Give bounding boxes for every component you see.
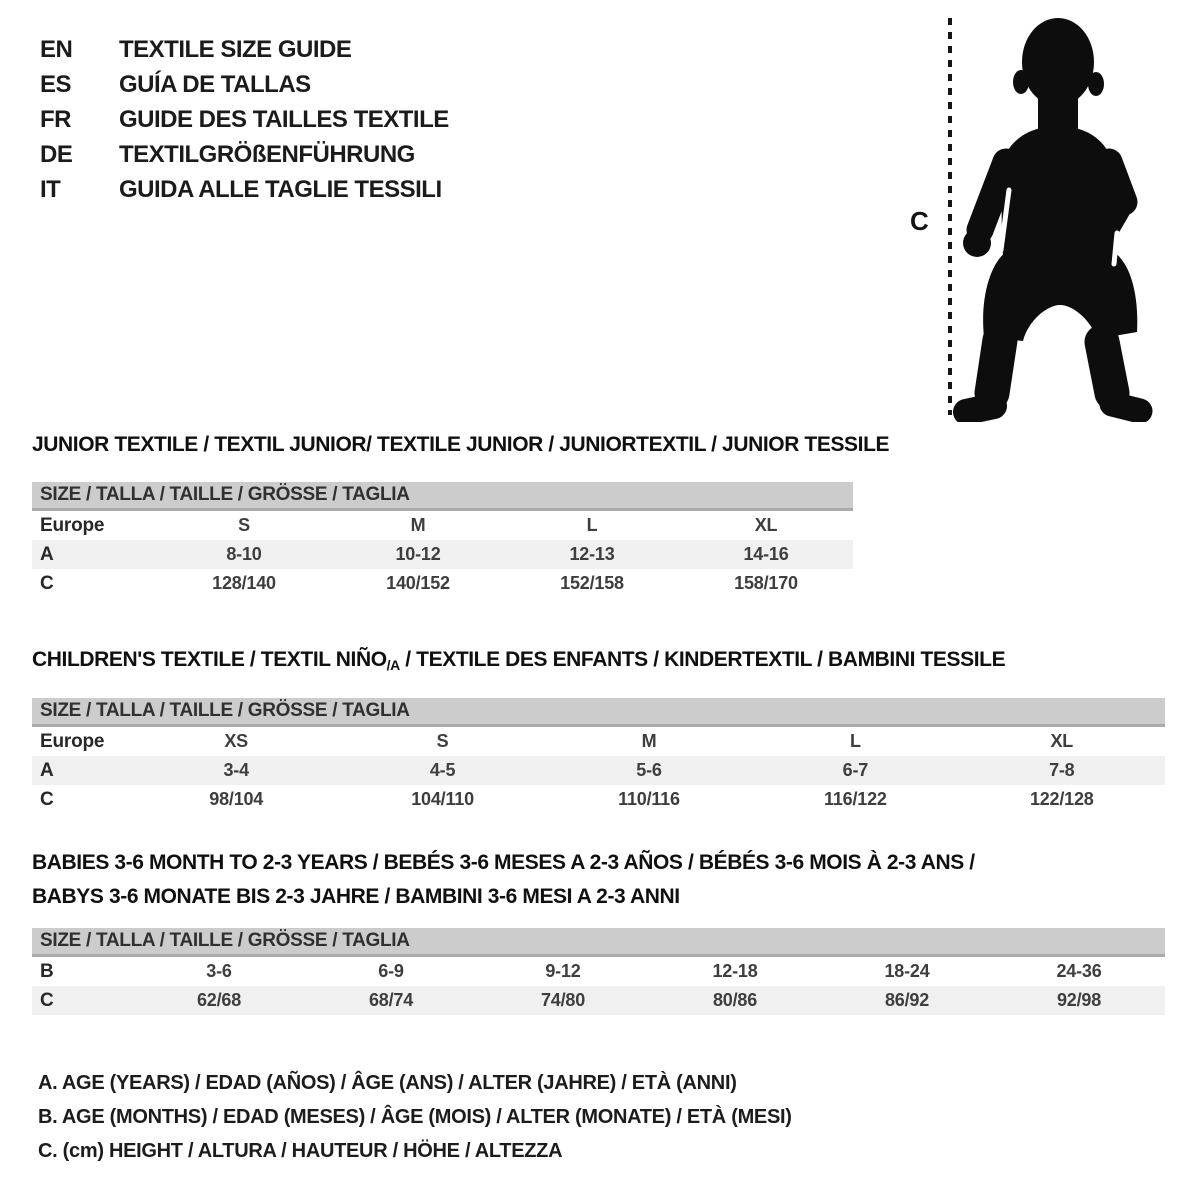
legend-line-b: B. AGE (MONTHS) / EDAD (MESES) / ÂGE (MOIS) / ALTER (MONATE) / ETÀ (MESI) [38, 1106, 792, 1128]
language-row-fr [40, 102, 449, 137]
row-label: C [40, 989, 54, 1011]
table-cell: 158/170 [734, 573, 798, 593]
children-size-header: SIZE / TALLA / TAILLE / GRÖSSE / TAGLIA [32, 698, 1165, 727]
children-title-pre: CHILDREN'S TEXTILE / TEXTIL NIÑO [32, 648, 387, 671]
children-size-table [32, 727, 1165, 814]
table-cell: 74/80 [540, 990, 586, 1010]
toddler-silhouette-icon [900, 10, 1162, 422]
table-cell: 122/128 [1029, 789, 1094, 809]
table-cell: 86/92 [884, 990, 930, 1010]
row-label: C [40, 788, 54, 810]
table-row [32, 785, 1165, 814]
legend-line-c: C. (cm) HEIGHT / ALTURA / HAUTEUR / HÖHE / ALTEZZA [38, 1140, 563, 1162]
table-row [32, 727, 1165, 756]
language-code: FR [40, 105, 71, 133]
table-cell: 92/98 [1056, 990, 1102, 1010]
table-cell: 140/152 [386, 573, 450, 593]
row-label: A [40, 759, 54, 781]
table-cell: 68/74 [368, 990, 414, 1010]
table-cell: 7-8 [1049, 760, 1075, 780]
table-cell: 104/110 [411, 789, 474, 809]
junior-size-header: SIZE / TALLA / TAILLE / GRÖSSE / TAGLIA [32, 482, 853, 511]
guide-title-fr: GUIDE DES TAILLES TEXTILE [119, 105, 449, 133]
toddler-silhouette-shape [963, 18, 1140, 412]
table-cell: 9-12 [545, 961, 581, 981]
table-cell: 12-13 [569, 544, 615, 564]
row-label: A [40, 543, 54, 565]
children-title-post: / TEXTILE DES ENFANTS / KINDERTEXTIL / BAMBINI TESSILE [399, 648, 1006, 671]
guide-title-it: GUIDA ALLE TAGLIE TESSILI [119, 175, 442, 203]
table-row [32, 569, 853, 598]
table-cell: S [436, 731, 449, 751]
table-cell: 98/104 [209, 789, 264, 809]
table-cell: 3-6 [206, 961, 232, 981]
table-row [32, 957, 1165, 986]
childrens-textile-section [32, 648, 1165, 814]
height-measure-figure [900, 10, 1162, 422]
table-cell: XL [1050, 731, 1074, 751]
table-row [32, 511, 853, 540]
table-cell: S [238, 515, 250, 535]
table-cell: L [849, 731, 861, 751]
junior-size-table [32, 511, 853, 598]
language-code: DE [40, 140, 73, 168]
language-row-it [40, 172, 449, 207]
legend-line-a: A. AGE (YEARS) / EDAD (AÑOS) / ÂGE (ANS) / ALTER (JAHRE) / ETÀ (ANNI) [38, 1072, 737, 1094]
children-title-sub: /A [386, 657, 400, 673]
table-cell: 116/122 [824, 789, 887, 809]
table-cell: L [586, 515, 598, 535]
table-row [32, 986, 1165, 1015]
table-cell: 80/86 [712, 990, 758, 1010]
babies-title-line1: BABIES 3-6 MONTH TO 2-3 YEARS / BEBÉS 3-6 MESES A 2-3 AÑOS / BÉBÉS 3-6 MOIS À 2-3 ANS / [32, 851, 975, 874]
row-label: Europe [40, 730, 105, 752]
guide-title-de: TEXTILGRÖßENFÜHRUNG [119, 140, 415, 168]
measurement-legend [38, 1066, 792, 1168]
table-cell: 152/158 [560, 573, 624, 593]
children-section-title [32, 648, 1165, 677]
row-label: C [40, 572, 54, 594]
babies-size-header: SIZE / TALLA / TAILLE / GRÖSSE / TAGLIA [32, 928, 1165, 957]
table-cell: 10-12 [395, 544, 441, 564]
row-label: Europe [40, 514, 105, 536]
table-cell: M [641, 731, 657, 751]
language-code: IT [40, 175, 61, 203]
table-cell: 62/68 [196, 990, 242, 1010]
junior-section-title: JUNIOR TEXTILE / TEXTIL JUNIOR/ TEXTILE JUNIOR / JUNIORTEXTIL / JUNIOR TESSILE [32, 433, 890, 456]
table-row [32, 540, 853, 569]
language-row-es [40, 67, 449, 102]
babies-section-title [32, 846, 1165, 914]
table-cell: M [410, 515, 426, 535]
table-cell: 14-16 [743, 544, 789, 564]
guide-title-es: GUÍA DE TALLAS [119, 70, 311, 98]
table-cell: 3-4 [223, 760, 249, 780]
table-cell: 24-36 [1056, 961, 1102, 981]
language-row-en [40, 32, 449, 67]
babies-title-line2: BABYS 3-6 MONATE BIS 2-3 JAHRE / BAMBINI 3-6 MESI A 2-3 ANNI [32, 885, 680, 908]
language-title-list [40, 32, 449, 207]
guide-title-en: TEXTILE SIZE GUIDE [119, 35, 352, 63]
language-row-de [40, 137, 449, 172]
table-cell: 5-6 [636, 760, 662, 780]
table-cell: 18-24 [884, 961, 930, 981]
table-cell: 6-7 [842, 760, 869, 780]
table-cell: 6-9 [378, 961, 404, 981]
table-cell: 4-5 [429, 760, 456, 780]
babies-size-table [32, 957, 1165, 1015]
junior-textile-section [32, 433, 890, 598]
table-cell: 8-10 [226, 544, 262, 564]
table-cell: 12-18 [712, 961, 758, 981]
language-code: ES [40, 70, 72, 98]
row-label: B [40, 960, 54, 982]
table-cell: XS [224, 731, 248, 751]
table-cell: 128/140 [212, 573, 276, 593]
height-label-c: C [910, 206, 929, 236]
babies-textile-section [32, 846, 1165, 1015]
table-row [32, 756, 1165, 785]
table-cell: 110/116 [618, 789, 680, 809]
language-code: EN [40, 35, 73, 63]
table-cell: XL [754, 515, 778, 535]
